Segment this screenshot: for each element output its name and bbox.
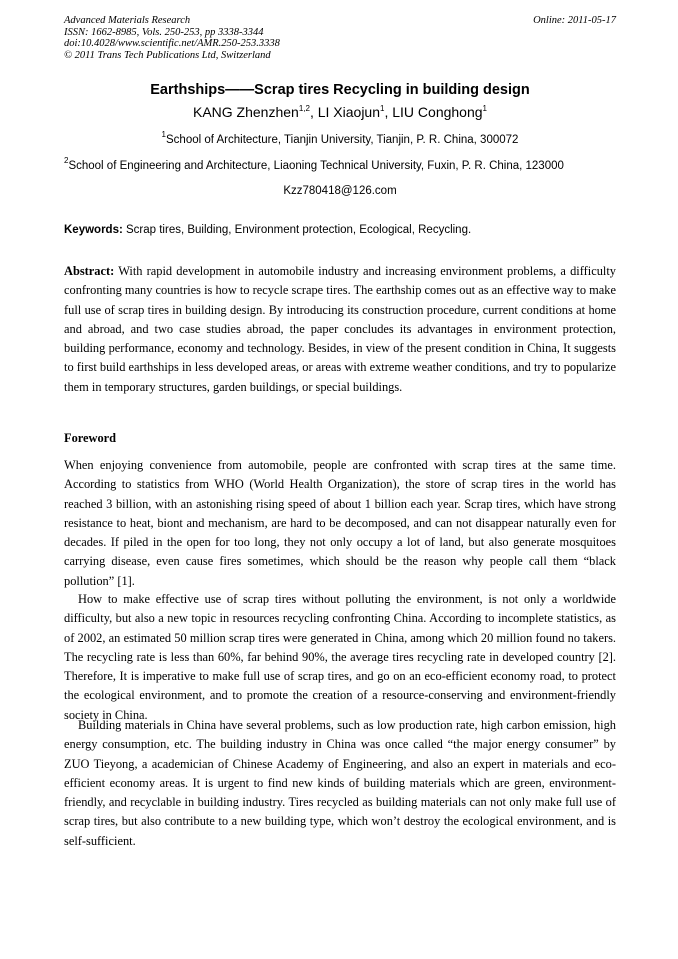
foreword-paragraph-2: How to make effective use of scrap tires without polluting the environment, is not only a worldwide difficulty, but also a new topic in resources recycling confronting China. According to incomplete statistics, as of 2002, an estimated 50 million scrap tires were generated in China, among which 20 million found no takers. The recycling rate is less than 60%, far behind 90%, the average tires recycling rate in developed country [2]. Therefore, It is imperative to make full use of scrap tires, and go on an eco-efficient economy road, to protect the ecological environment, and to promote the creation of a resource-conserving and environment-friendly society in China. xyxy=(64,592,616,722)
author-affiliation-mark: 1 xyxy=(482,104,487,113)
author-name: KANG Zhenzhen xyxy=(192,104,299,120)
foreword-heading: Foreword xyxy=(64,431,117,445)
journal-name: Advanced Materials Research xyxy=(64,15,191,26)
abstract xyxy=(64,262,616,397)
abstract-text: With rapid development in automobile industry and increasing environment problems, a difficulty confronting many countries is how to recycle scrape tires. The earthship comes out as an effective way to make full use of scrap tires in building design. By introducing its construction procedure, current conditions at home and abroad, and two case studies abroad, the paper concludes its advantages in environment protection, building performance, economy and technology. Besides, in view of the present condition in China, It suggests to first build earthships in less developed areas, or areas with extreme weather conditions, and try to popularize them in temporary structures, garden buildings, or special buildings. xyxy=(64,264,616,394)
paper-title: Earthships——Scrap tires Recycling in building design xyxy=(150,82,530,98)
author-email: Kzz780418@126.com xyxy=(283,185,397,197)
journal-header xyxy=(64,15,616,61)
author-name: LI Xiaojun xyxy=(317,104,381,120)
foreword-paragraph-1: When enjoying convenience from automobile, people are confronted with scrap tires at the same time. According to statistics from WHO (World Health Organization), the store of scrap tires in the world has reached 3 billion, with an astonishing rising speed of about 1 billion each year. Scrap tires, which have strong resistance to heat, biont and mechanism, are hard to be decomposed, and can not disappear naturally even for decades. If piled in the open for too long, they not only occupy a lot of land, but also generate mosquitoes carrying disease, even cause fires sometimes, which should be the reason why people call them “black pollution” [1]. xyxy=(64,458,616,588)
keywords-line xyxy=(64,224,616,236)
author-affiliation-mark: 1,2 xyxy=(298,104,310,113)
affiliation-text: School of Architecture, Tianjin University, Tianjin, P. R. China, 300072 xyxy=(166,134,519,146)
issn-line: ISSN: 1662-8985, Vols. 250-253, pp 3338-3344 xyxy=(64,26,264,38)
affiliation-1 xyxy=(64,130,616,146)
affiliation-mark: 2 xyxy=(64,156,69,165)
author-name: LIU Conghong xyxy=(392,104,483,120)
doi-line: doi:10.4028/www.scientific.net/AMR.250-253.3338 xyxy=(64,38,280,49)
foreword-paragraph-3: Building materials in China have several problems, such as low production rate, high carbon emission, high energy consumption, etc. The building industry in China was once called “the major energy consumer” by ZUO Tieyong, a academician of Chinese Academy of Engineering, and also an expert in materials and eco-efficient economy areas. It is urgent to find new kinds of building materials which are green, environment-friendly, and recyclable in building industry. Tires recycled as building materials can not only make full use of scrap tires, but also contribute to a new building type, which won’t destroy the ecological environment, and is self-sufficient. xyxy=(64,718,616,848)
affiliation-2 xyxy=(64,156,616,172)
author-affiliation-mark: 1 xyxy=(380,104,385,113)
copyright-line: © 2011 Trans Tech Publications Ltd, Switzerland xyxy=(64,49,271,61)
online-date: Online: 2011-05-17 xyxy=(533,15,616,26)
keywords-text: Scrap tires, Building, Environment protection, Ecological, Recycling. xyxy=(126,224,472,236)
affiliation-mark: 1 xyxy=(161,130,166,139)
author-list xyxy=(64,104,616,120)
affiliation-text: School of Engineering and Architecture, Liaoning Technical University, Fuxin, P. R. China, 123000 xyxy=(68,160,564,172)
abstract-label: Abstract: xyxy=(64,264,115,278)
author-separator: , xyxy=(384,104,393,120)
author-separator: , xyxy=(309,104,318,120)
keywords-label: Keywords: xyxy=(64,224,123,236)
